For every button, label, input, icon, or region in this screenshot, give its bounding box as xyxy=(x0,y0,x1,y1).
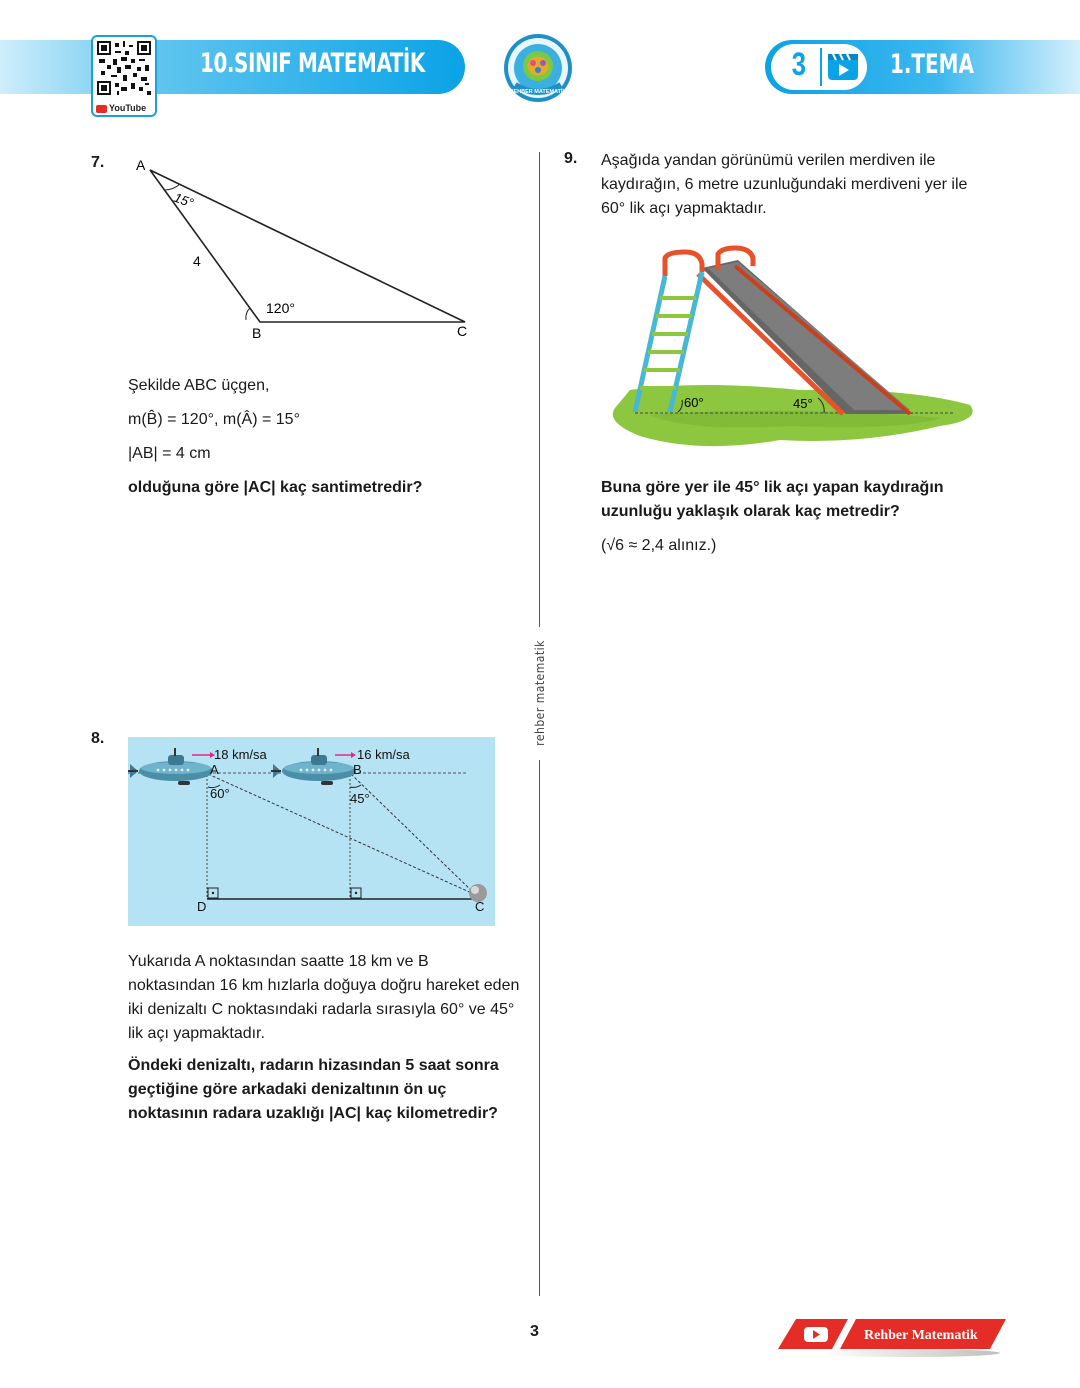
column-divider-bottom xyxy=(539,760,540,1296)
q9-text: Aşağıda yandan görünümü verilen merdiven ile kaydırağın, 6 metre uzunluğundaki merdiveni yer ile 60° lik açı yapmaktadır. xyxy=(601,152,968,217)
q9-angle-slide: 45° xyxy=(793,396,813,411)
page-number: 3 xyxy=(530,1323,539,1340)
q7-angle-b: 120° xyxy=(266,300,295,316)
q9-hint: (√6 ≈ 2,4 alınız.) xyxy=(601,537,717,554)
youtube-label: YouTube xyxy=(109,103,147,113)
q8-speed2: 16 km/sa xyxy=(357,747,410,762)
video-icon[interactable] xyxy=(826,50,860,84)
youtube-channel-banner[interactable] xyxy=(778,1319,1006,1349)
q8-label-a: A xyxy=(210,762,219,777)
q8-angle-a: 60° xyxy=(210,786,230,801)
q8-label-c: C xyxy=(475,899,485,914)
footer-channel: Rehber Matematik xyxy=(864,1328,978,1343)
q7-number: 7. xyxy=(91,154,105,171)
q9-question: Buna göre yer ile 45° lik açı yapan kaydırağın uzunluğu yaklaşık olarak kaç metredir? xyxy=(601,479,944,520)
q9-slide-figure xyxy=(610,240,980,460)
qr-pattern xyxy=(97,41,151,95)
q7-line1: Şekilde ABC üçgen, xyxy=(128,377,270,394)
q7-label-a: A xyxy=(136,157,146,173)
column-divider-top xyxy=(539,152,540,627)
q7-label-c: C xyxy=(457,323,468,339)
youtube-icon xyxy=(96,105,107,113)
logo-text: REHBER MATEMATİK xyxy=(509,89,567,95)
q8-label-d: D xyxy=(197,899,207,914)
q7-label-b: B xyxy=(252,325,262,341)
qr-code[interactable] xyxy=(91,35,157,117)
q8-question: Öndeki denizaltı, radarın hizasından 5 saat sonra geçtiğine göre arkadaki denizaltının ön uç noktasının radara uzaklığı |AC| kaç kilometredir? xyxy=(128,1057,499,1122)
q7-line3: |AB| = 4 cm xyxy=(128,445,211,462)
q8-speed1: 18 km/sa xyxy=(214,747,267,762)
q9-angle-ladder: 60° xyxy=(684,395,704,410)
q8-number: 8. xyxy=(91,730,105,747)
youtube-tag xyxy=(96,103,146,113)
q8-text: Yukarıda A noktasından saatte 18 km ve B noktasından 16 km hızlarla doğuya doğru hareket eden iki denizaltı C noktasındaki radarla sırasıyla 60° ve 45° lik açı yapmaktadır. xyxy=(128,953,520,1042)
q8-label-b: B xyxy=(353,762,362,777)
brand-logo xyxy=(503,33,573,103)
page-title: 10.SINIF MATEMATİK xyxy=(200,48,425,79)
q8-submarine-figure xyxy=(128,737,495,926)
q7-line2: m(B̂) = 120°, m(Â) = 15° xyxy=(128,411,300,428)
side-label: rehber matematik xyxy=(533,640,547,746)
badge-divider xyxy=(820,48,822,86)
footer-shadow xyxy=(820,1349,1000,1357)
theme-title: 1.TEMA xyxy=(890,49,974,80)
q7-side-ab: 4 xyxy=(193,253,201,269)
q7-angle-a: 15° xyxy=(171,189,196,211)
q8-angle-b: 45° xyxy=(350,791,370,806)
q7-question: olduğuna göre |AC| kaç santimetredir? xyxy=(128,479,423,496)
q9-number: 9. xyxy=(564,150,578,167)
unit-number: 3 xyxy=(791,46,807,82)
q7-triangle-figure xyxy=(120,150,480,350)
